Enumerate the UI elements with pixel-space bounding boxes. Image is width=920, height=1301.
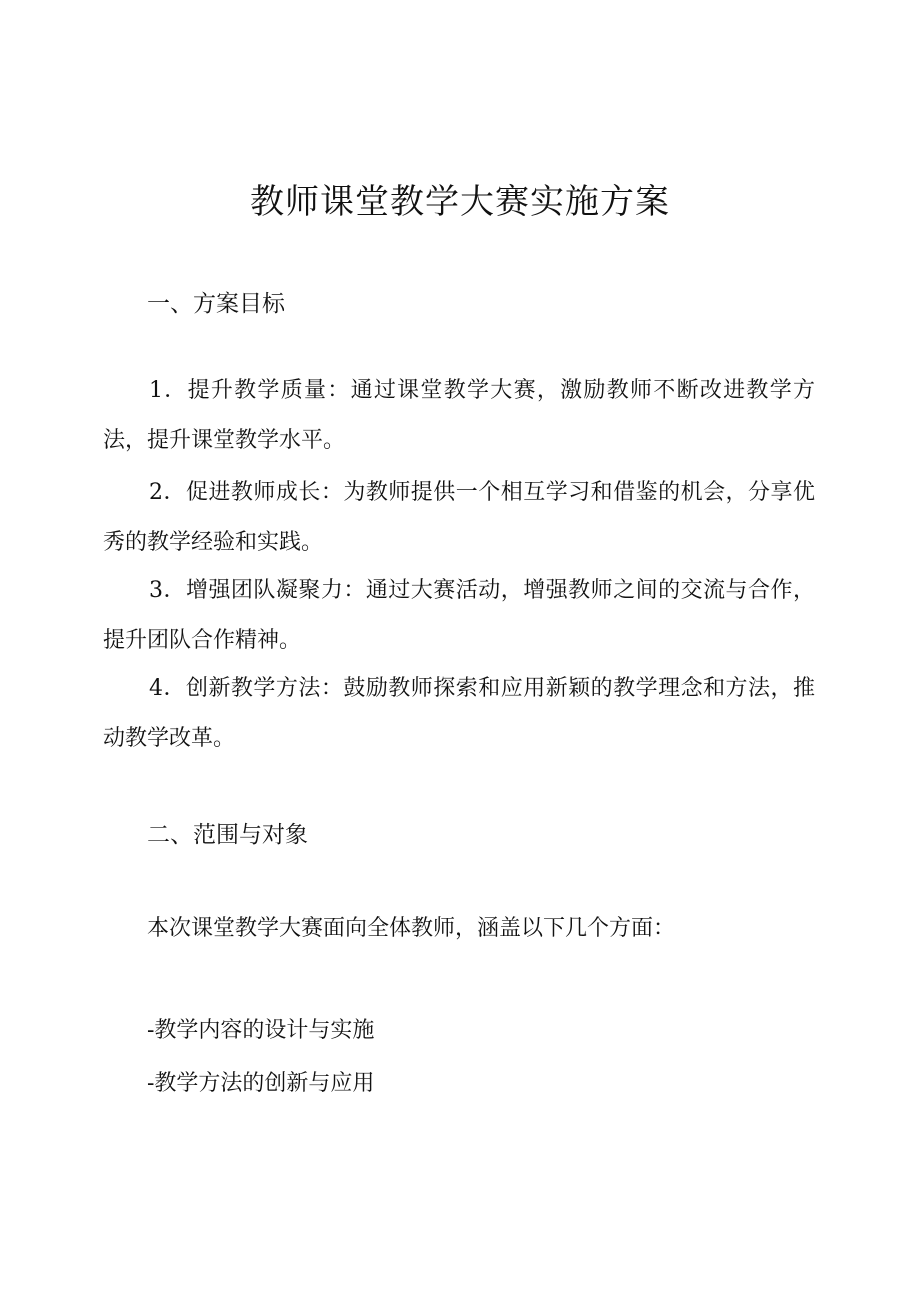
section-heading-scope: 二、范围与对象	[147, 822, 308, 848]
goal-item-3: 3．增强团队凝聚力：通过大赛活动，增强教师之间的交流与合作，提升团队合作精神。	[103, 578, 815, 653]
goal-item-2: 2．促进教师成长：为教师提供一个相互学习和借鉴的机会，分享优秀的教学经验和实践。	[103, 480, 815, 555]
goal-item-1: 1．提升教学质量：通过课堂教学大赛，激励教师不断改进教学方法，提升课堂教学水平。	[103, 378, 815, 453]
document-title: 教师课堂教学大赛实施方案	[250, 182, 670, 222]
scope-intro: 本次课堂教学大赛面向全体教师，涵盖以下几个方面：	[147, 916, 676, 941]
section-heading-goals: 一、方案目标	[147, 291, 285, 317]
goal-item-4: 4．创新教学方法：鼓励教师探索和应用新颖的教学理念和方法，推动教学改革。	[103, 676, 815, 751]
scope-bullet-2: -教学方法的创新与应用	[147, 1071, 375, 1096]
scope-bullet-1: -教学内容的设计与实施	[147, 1018, 375, 1043]
